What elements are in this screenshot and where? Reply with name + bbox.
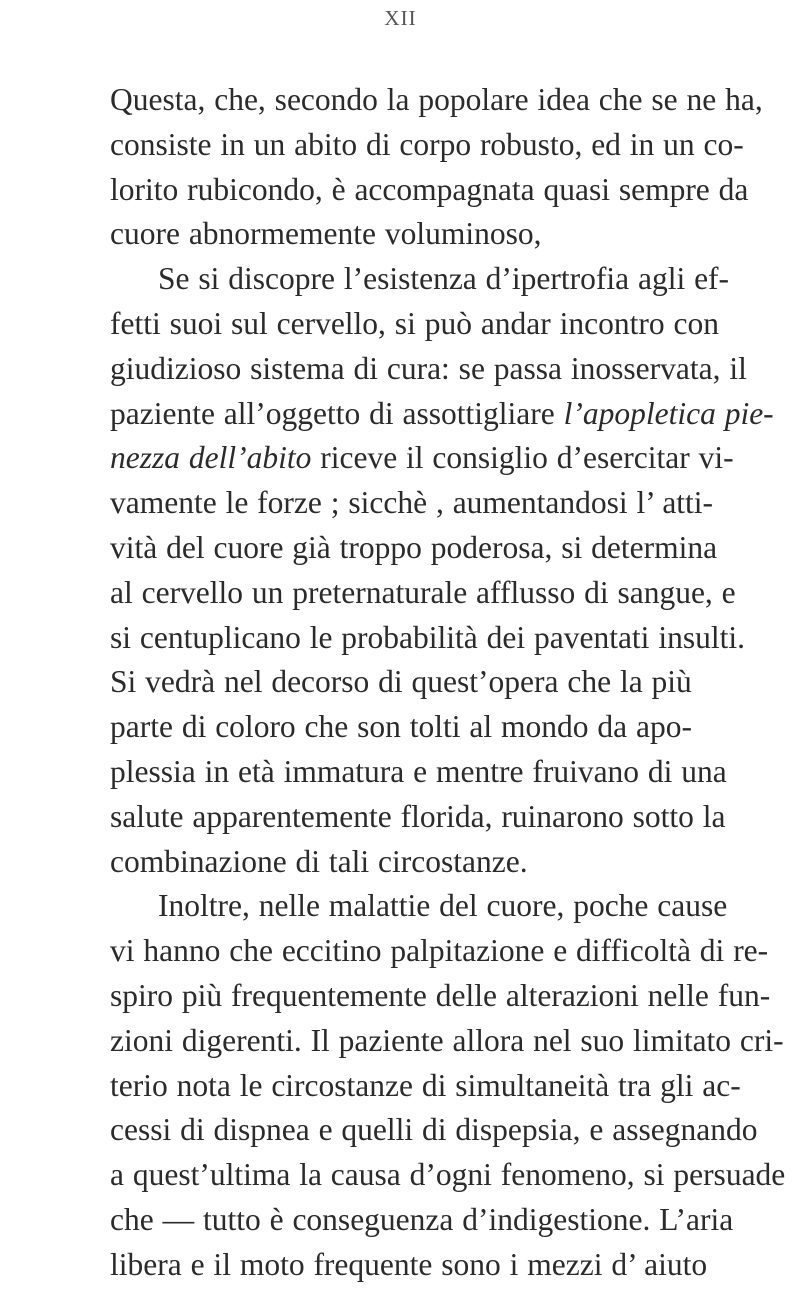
- text-line: al cervello un preternaturale afflusso di sangue, e: [110, 574, 736, 610]
- text-line: vamente le forze ; sicchè , aumentandosi l’ atti-: [110, 485, 714, 521]
- text-line: combinazione di tali circostanze.: [110, 843, 528, 879]
- text-line: zioni digerenti. Il paziente allora nel suo limitato cri-: [110, 1022, 784, 1058]
- italic-phrase: nezza dell’abito: [110, 440, 312, 476]
- text-line: Questa, che, secondo la popolare idea che se ne ha,: [110, 82, 763, 117]
- text-line: libera e il moto frequente sono i mezzi d’ aiuto: [110, 1246, 708, 1282]
- page-number: XII: [384, 6, 417, 30]
- text-line: a quest’ultima la causa d’ogni fenomeno, si persuade: [110, 1157, 786, 1193]
- text-line: Se si discopre l’esistenza d’ipertrofia agli ef-: [158, 261, 730, 297]
- text-line: spiro più frequentemente delle alterazioni nelle fun-: [110, 977, 771, 1013]
- body-text: [110, 78, 800, 1288]
- text-line: [110, 436, 734, 481]
- text-line-part: riceve il consiglio d’esercitar vi-: [311, 440, 734, 476]
- text-line: giudizioso sistema di cura: se passa inosservata, il: [110, 350, 747, 386]
- text-line: Si vedrà nel decorso di quest’opera che la più: [110, 664, 692, 700]
- italic-phrase: l’apopletica pie-: [563, 395, 774, 431]
- text-line: si centuplicano le probabilità dei paventati insulti.: [110, 619, 745, 655]
- text-line: fetti suoi sul cervello, si può andar incontro con: [110, 305, 719, 341]
- text-line: vi hanno che eccitino palpitazione e difficoltà di re-: [110, 933, 769, 969]
- text-line: cessi di dispnea e quelli di dispepsia, e assegnando: [110, 1112, 758, 1148]
- text-line: Inoltre, nelle malattie del cuore, poche cause: [158, 888, 728, 924]
- text-line: parte di coloro che son tolti al mondo da apo-: [110, 709, 692, 745]
- text-line: plessia in età immatura e mentre fruivano di una: [110, 753, 727, 789]
- text-line: consiste in un abito di corpo robusto, ed in un co-: [110, 126, 744, 162]
- text-line-part: paziente all’oggetto di assottigliare: [110, 395, 555, 431]
- text-line: che — tutto è conseguenza d’indigestione. L’aria: [110, 1201, 734, 1237]
- text-line: salute apparentemente florida, ruinarono sotto la: [110, 798, 726, 834]
- text-line: vità del cuore già troppo poderosa, si determina: [110, 529, 718, 565]
- text-line: lorito rubicondo, è accompagnata quasi sempre da: [110, 171, 749, 207]
- text-line: cuore abnormemente voluminoso,: [110, 216, 542, 252]
- text-line: terio nota le circostanze di simultaneità tra gli ac-: [110, 1067, 741, 1103]
- text-line: [110, 392, 774, 437]
